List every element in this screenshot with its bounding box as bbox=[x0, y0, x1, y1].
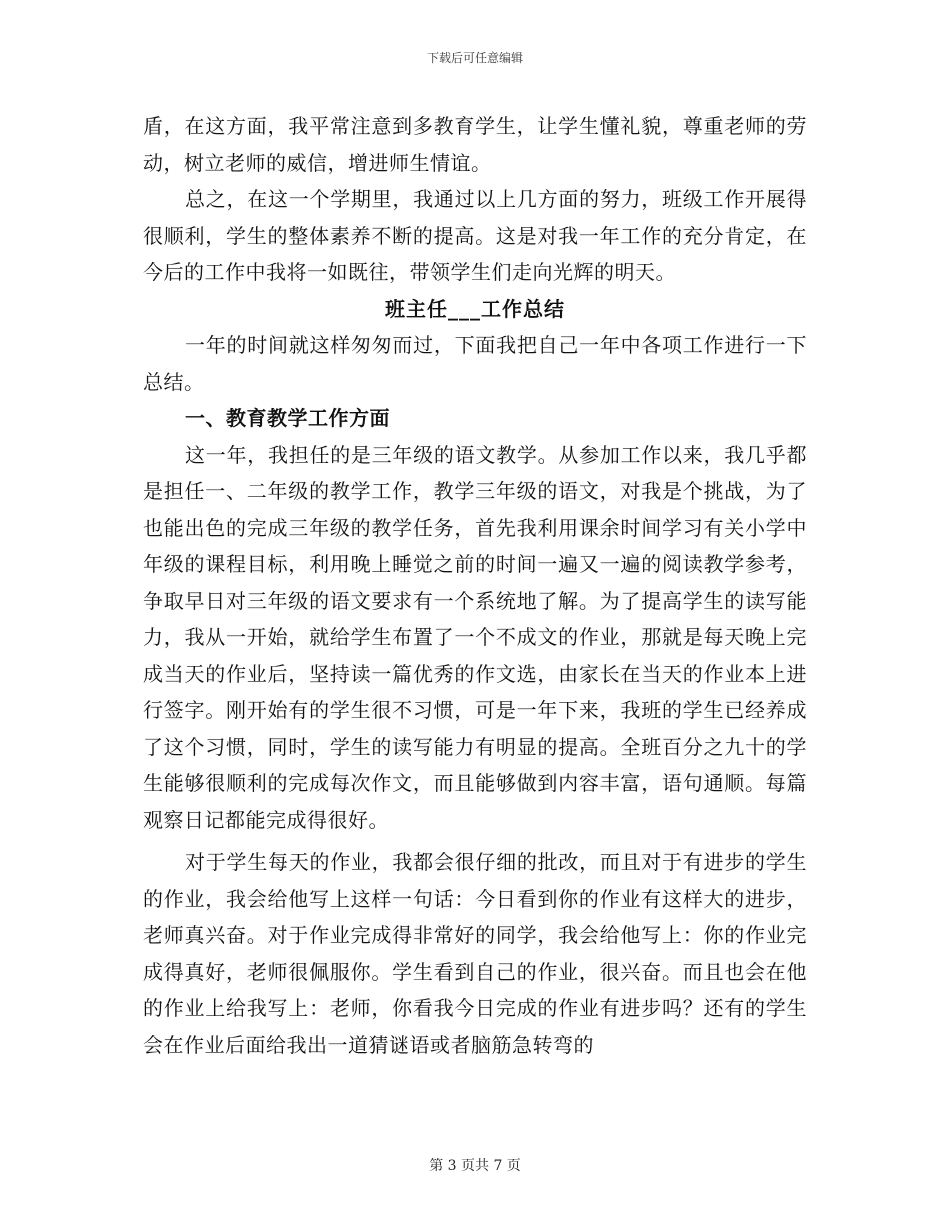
paragraph-summary: 总之，在这一个学期里，我通过以上几方面的努力，班级工作开展得很顺利，学生的整体素养不断的提高。这是对我一年工作的充分肯定，在今后的工作中我将一如既往，带领学生们走向光辉的明天。 bbox=[143, 187, 807, 284]
paragraph-teaching: 这一年，我担任的是三年级的语文教学。从参加工作以来，我几乎都是担任一、二年级的教学工作，教学三年级的语文，对我是个挑战，为了也能出色的完成三年级的教学任务，首先我利用课余时间学习有关小学中年级的课程目标，利用晚上睡觉之前的时间一遍又一遍的阅读教学参考，争取早日对三年级的语文要求有一个系统地了解。为了提高学生的读写能力，我从一开始，就给学生布置了一个不成文的作业，那就是每天晚上完成当天的作业后，坚持读一篇优秀的作文选，由家长在当天的作业本上进行签字。刚开始有的学生很不习惯，可是一年下来，我班的学生已经养成了这个习惯，同时，学生的读写能力有明显的提高。全班百分之九十的学生能够很顺利的完成每次作文，而且能够做到内容丰富，语句通顺。每篇观察日记都能完成得很好。 bbox=[143, 442, 807, 832]
paragraph-intro: 一年的时间就这样匆匆而过，下面我把自己一年中各项工作进行一下总结。 bbox=[143, 333, 807, 394]
section-title: 班主任___工作总结 bbox=[385, 296, 565, 321]
paragraph-homework: 对于学生每天的作业，我都会很仔细的批改，而且对于有进步的学生的作业，我会给他写上这样一句话：今日看到你的作业有这样大的进步，老师真兴奋。对于作业完成得非常好的同学，我会给他写上：你的作业完成得真好，老师很佩服你。学生看到自己的作业，很兴奋。而且也会在他的作业上给我写上：老师，你看我今日完成的作业有进步吗？还有的学生会在作业后面给我出一道猜谜语或者脑筋急转弯的 bbox=[143, 850, 807, 1057]
subsection-heading: 一、教育教学工作方面 bbox=[185, 406, 390, 430]
page-header: 下载后可任意编辑 bbox=[426, 51, 523, 65]
paragraph-continuation: 盾，在这方面，我平常注意到多教育学生，让学生懂礼貌，尊重老师的劳动，树立老师的威信，增进师生情谊。 bbox=[143, 114, 807, 175]
page-number: 第 3 页共 7 页 bbox=[429, 1158, 521, 1174]
document-body bbox=[143, 108, 807, 1063]
